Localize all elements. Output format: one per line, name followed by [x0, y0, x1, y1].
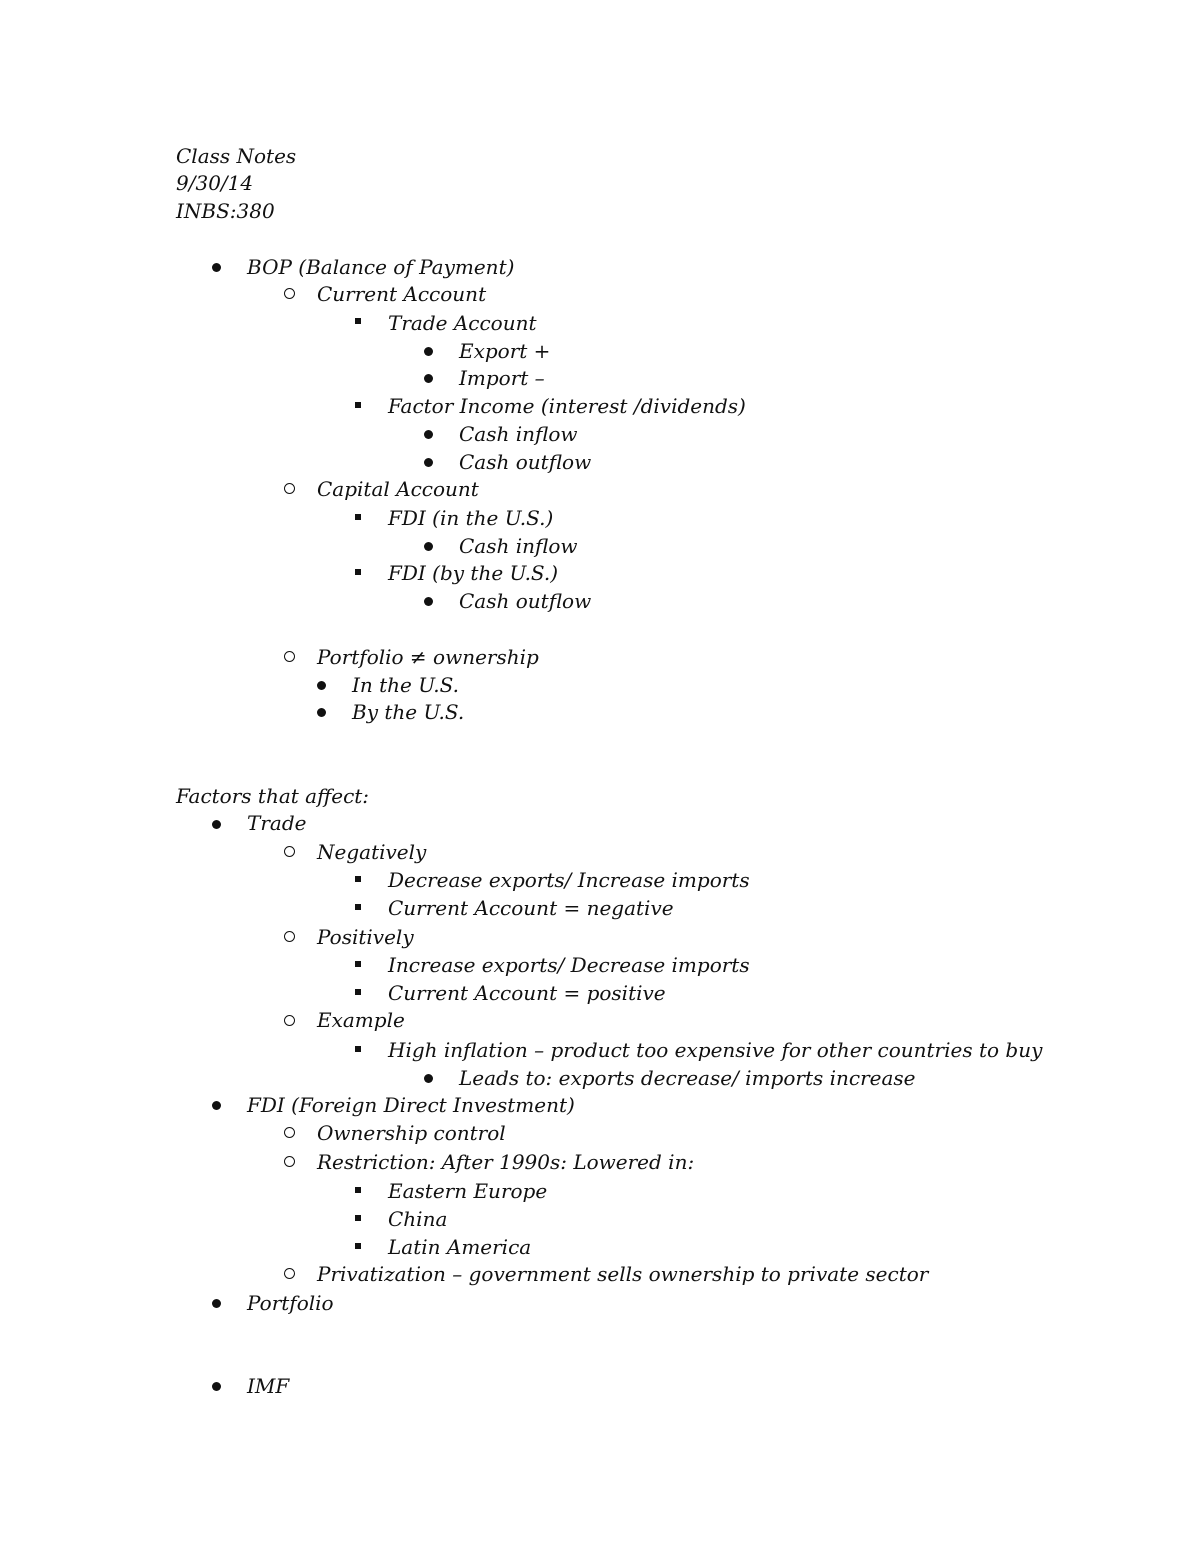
trade-account-label: Trade Account: [388, 311, 537, 335]
bullet-dot: [424, 458, 433, 467]
bullet-square: [355, 876, 361, 882]
bullet-square: [355, 318, 361, 324]
bullet-square: [355, 569, 361, 575]
leads-to-item: Leads to: exports decrease/ imports increase: [459, 1066, 916, 1090]
bullet-dot: [317, 681, 326, 690]
bullet-square: [355, 402, 361, 408]
fdi-in-us-label: FDI (in the U.S.): [388, 506, 554, 530]
bullet-square: [355, 1187, 361, 1193]
bullet-square: [355, 904, 361, 910]
by-the-us-item: By the U.S.: [352, 700, 465, 724]
imf-label: IMF: [247, 1374, 290, 1398]
bullet-circle: [284, 288, 295, 299]
bop-heading: BOP (Balance of Payment): [247, 255, 515, 279]
ownership-control-item: Ownership control: [317, 1121, 506, 1145]
current-account-label: Current Account: [317, 282, 487, 306]
export-item: Export +: [459, 339, 551, 363]
trade-label: Trade: [247, 811, 307, 835]
import-item: Import –: [459, 366, 545, 390]
bullet-dot: [212, 263, 221, 272]
bullet-circle: [284, 1156, 295, 1167]
bullet-dot: [424, 374, 433, 383]
bullet-dot: [212, 820, 221, 829]
region-item: Eastern Europe: [388, 1179, 548, 1203]
restriction-label: Restriction: After 1990s: Lowered in:: [317, 1150, 695, 1174]
example-label: Example: [317, 1008, 405, 1032]
in-the-us-item: In the U.S.: [352, 673, 459, 697]
bullet-dot: [424, 542, 433, 551]
negatively-label: Negatively: [317, 840, 427, 864]
cash-outflow-item: Cash outflow: [459, 450, 592, 474]
bullet-circle: [284, 1268, 295, 1279]
factor-income-label: Factor Income (interest /dividends): [388, 394, 746, 418]
bullet-circle: [284, 1127, 295, 1138]
bullet-dot: [212, 1382, 221, 1391]
positively-item: Increase exports/ Decrease imports: [388, 953, 750, 977]
notes-title: Class Notes: [176, 144, 297, 168]
privatization-item: Privatization – government sells ownership to private sector: [317, 1262, 929, 1286]
portfolio-label: Portfolio: [247, 1291, 334, 1315]
fdi-label: FDI (Foreign Direct Investment): [247, 1093, 575, 1117]
example-item: High inflation – product too expensive for other countries to buy: [388, 1038, 1043, 1062]
region-item: Latin America: [388, 1235, 532, 1259]
bullet-dot: [424, 430, 433, 439]
bullet-dot: [212, 1101, 221, 1110]
bullet-square: [355, 514, 361, 520]
bullet-circle: [284, 931, 295, 942]
notes-date: 9/30/14: [176, 171, 254, 195]
factors-heading: Factors that affect:: [176, 784, 370, 808]
bullet-dot: [424, 597, 433, 606]
cash-outflow-item: Cash outflow: [459, 589, 592, 613]
negatively-item: Current Account = negative: [388, 896, 674, 920]
bullet-square: [355, 1046, 361, 1052]
bullet-square: [355, 1243, 361, 1249]
bullet-circle: [284, 651, 295, 662]
bullet-dot: [424, 347, 433, 356]
negatively-item: Decrease exports/ Increase imports: [388, 868, 750, 892]
bullet-circle: [284, 1015, 295, 1026]
cash-inflow-item: Cash inflow: [459, 534, 578, 558]
bullet-dot: [317, 708, 326, 717]
bullet-square: [355, 961, 361, 967]
region-item: China: [388, 1207, 448, 1231]
bullet-square: [355, 1215, 361, 1221]
fdi-by-us-label: FDI (by the U.S.): [388, 561, 559, 585]
capital-account-label: Capital Account: [317, 477, 479, 501]
bullet-circle: [284, 483, 295, 494]
positively-item: Current Account = positive: [388, 981, 666, 1005]
bullet-square: [355, 989, 361, 995]
cash-inflow-item: Cash inflow: [459, 422, 578, 446]
bullet-dot: [424, 1074, 433, 1083]
positively-label: Positively: [317, 925, 414, 949]
bullet-circle: [284, 846, 295, 857]
course-code: INBS:380: [176, 199, 275, 223]
portfolio-ownership-label: Portfolio ≠ ownership: [317, 645, 539, 669]
bullet-dot: [212, 1299, 221, 1308]
